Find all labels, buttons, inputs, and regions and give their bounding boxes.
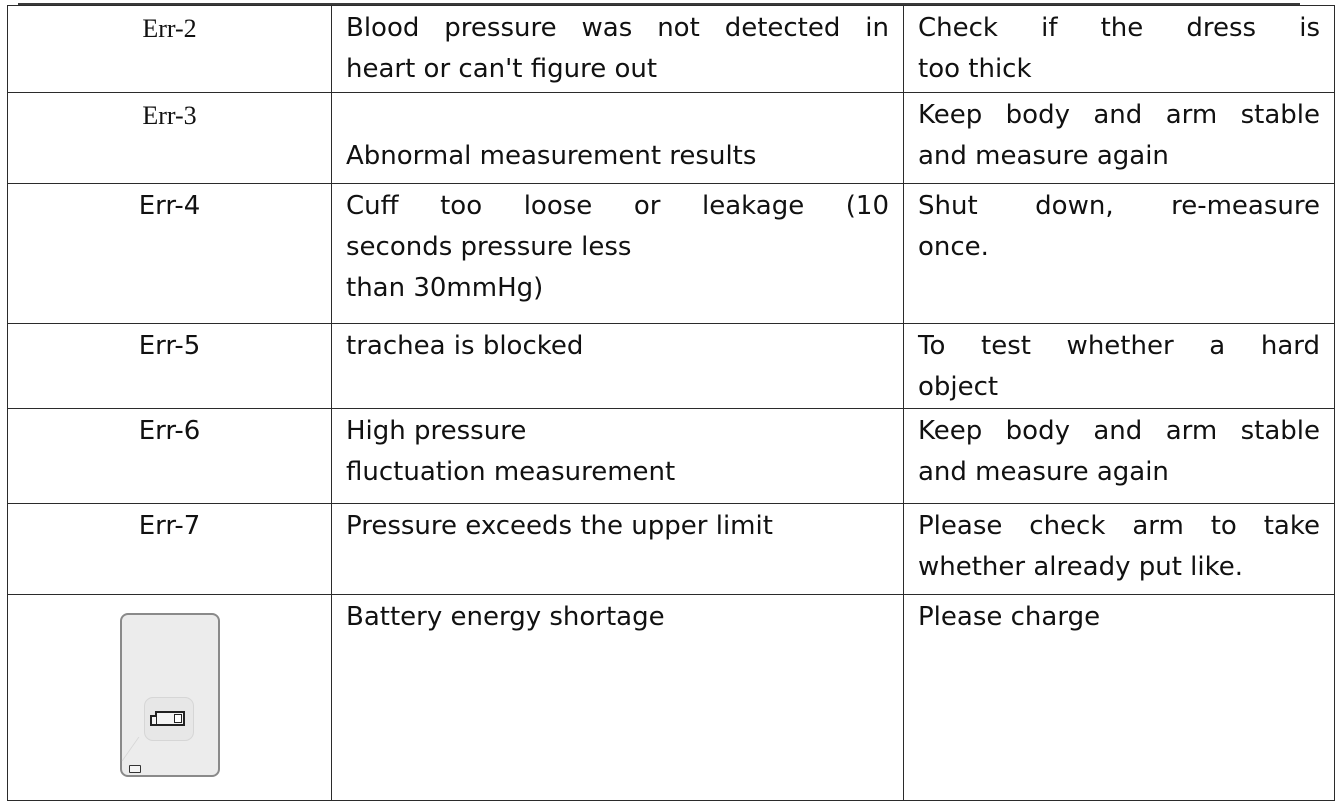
solution-cell (904, 184, 1335, 324)
speech-bubble-tail (121, 737, 161, 761)
solution-text-line: and measure again (918, 141, 1169, 171)
low-battery-display-icon (120, 613, 220, 777)
solution-text-line: Please charge (918, 602, 1101, 632)
solution-cell (904, 595, 1335, 801)
cause-text-line: fluctuation measurement (346, 457, 676, 487)
solution-text-line: whether already put like. (918, 552, 1243, 582)
cause-text-line: heart or can't figure out (346, 54, 658, 84)
solution-cell (904, 6, 1335, 93)
solution-text-line: Shut down, re-measure (918, 191, 1320, 221)
solution-text-line: To test whether a hard (918, 331, 1320, 361)
error-code-cell (8, 184, 332, 324)
table-row-err-5 (8, 324, 1335, 409)
error-code-cell (8, 595, 332, 801)
cause-cell (332, 409, 904, 504)
table-row-err-4 (8, 184, 1335, 324)
solution-cell (904, 324, 1335, 409)
error-code: Err-7 (138, 511, 201, 541)
table-row-err-6 (8, 409, 1335, 504)
battery-icon (155, 711, 185, 726)
cause-text-line: trachea is blocked (346, 331, 584, 361)
solution-text-line: Please check arm to take (918, 511, 1320, 541)
solution-cell (904, 409, 1335, 504)
cause-text-line: High pressure (346, 416, 527, 446)
table-row-err-2 (8, 6, 1335, 93)
small-battery-indicator-icon (129, 765, 141, 773)
table-row-err-3 (8, 93, 1335, 184)
cause-cell (332, 595, 904, 801)
error-code: Err-4 (138, 191, 201, 221)
table-row-low-battery (8, 595, 1335, 801)
solution-text-line: Keep body and arm stable (918, 416, 1320, 446)
solution-cell (904, 504, 1335, 595)
solution-text-line: Check if the dress is (918, 13, 1320, 43)
cause-text-line: seconds pressure less (346, 232, 632, 262)
cause-text-line (346, 95, 889, 136)
cause-text-line: than 30mmHg) (346, 273, 544, 303)
error-code-cell (8, 6, 332, 93)
solution-text-line: once. (918, 232, 989, 262)
cause-cell (332, 184, 904, 324)
error-code-table (7, 5, 1335, 801)
error-code: Err-5 (138, 331, 201, 361)
cause-cell (332, 6, 904, 93)
error-code-cell (8, 504, 332, 595)
cause-cell (332, 324, 904, 409)
error-code-cell (8, 409, 332, 504)
solution-text-line: too thick (918, 54, 1032, 84)
cause-text-line: Battery energy shortage (346, 602, 665, 632)
error-code: Err-6 (138, 416, 201, 446)
cause-cell (332, 93, 904, 184)
cause-text-line: Blood pressure was not detected in (346, 13, 889, 43)
cause-cell (332, 504, 904, 595)
error-code-cell (8, 93, 332, 184)
cause-text-line: Abnormal measurement results (346, 141, 757, 171)
error-code-cell (8, 324, 332, 409)
solution-text-line: Keep body and arm stable (918, 100, 1320, 130)
error-code: Err-2 (142, 14, 197, 43)
solution-cell (904, 93, 1335, 184)
cause-text-line: Pressure exceeds the upper limit (346, 511, 773, 541)
table-row-err-7 (8, 504, 1335, 595)
cause-text-line: Cuff too loose or leakage (10 (346, 191, 889, 221)
solution-text-line: object (918, 372, 999, 402)
error-code: Err-3 (142, 101, 197, 130)
solution-text-line: and measure again (918, 457, 1169, 487)
